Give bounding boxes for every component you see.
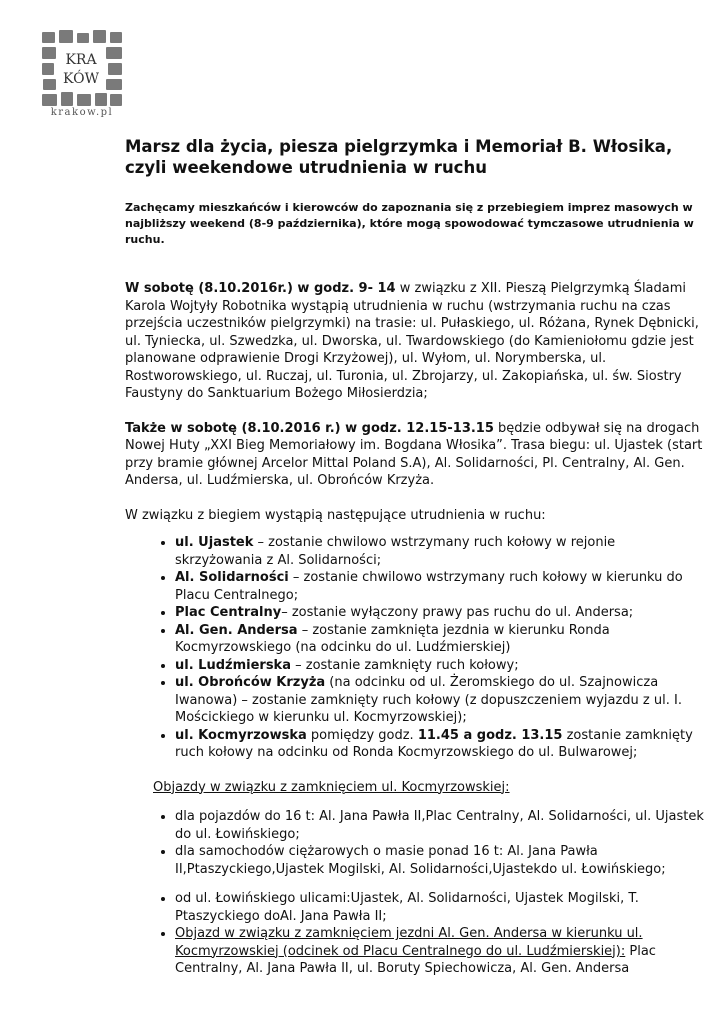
andersa-detour-heading: Objazd w związku z zamknięciem jezdni Al. Gen. Andersa w kierunku ul. Kocmyrzowskiej (odcinek od Placu Centralnego do ul. Ludźmierskiej): (175, 926, 643, 959)
item-text: – zostanie chwilowo wstrzymany ruch kołowy w kierunku do Placu Centralnego; (175, 570, 683, 603)
item-text: zostanie zamknięty ruch kołowy na odcinku od Ronda Kocmyrzowskiego do ul. Bulwarowej; (175, 727, 693, 760)
detours-list-2 (125, 890, 705, 978)
pilgrimage-text: w związku z XII. Pieszą Pielgrzymką Śladami Karola Wojtyły Robotnika wystąpią utrudnienia w ruchu (wstrzymania ruchu na czas przejścia uczestników pielgrzymki) na trasie: ul. Pułaskiego, ul. Różana, Rynek Dębnicki, ul. Tyniecka, ul. Szwedzka, ul. Dworska, ul. Twardowskiego (do Kamieniołomu gdzie jest planowane odprawienie Drogi Krzyżowej), ul. Wyłom, ul. Norymberska, ul. Rostworowskiego, ul. Ruczaj, ul. Turonia, ul. Zbrojarzy, ul. Zakopiańska, ul. św. Siostry Faustyny do Sanktuarium Bożego Miłosierdzia; (125, 281, 699, 401)
item-text: – zostanie zamknięta jezdnia w kierunku Ronda Kocmyrzowskiego (na odcinku do ul. Ludźmierskiej) (175, 622, 610, 655)
list-item (175, 534, 705, 569)
street-name: ul. Ujastek (175, 535, 254, 550)
detours-heading: Objazdy w związku z zamknięciem ul. Kocmyrzowskiej: (153, 779, 510, 795)
detours-list (125, 808, 705, 878)
logo-line2: KÓW (63, 71, 99, 87)
logo-caption: krakow.pl (50, 107, 114, 118)
pilgrimage-date: W sobotę (8.10.2016r.) w godz. 9- 14 (125, 281, 396, 296)
article-intro: Zachęcamy mieszkańców i kierowców do zapoznania się z przebiegiem imprez masowych w najbliższy weekend (8-9 października), które mogą spowodować tymczasowe utrudnienia w ruchu. (125, 201, 694, 246)
closure-hours: 11.45 a godz. 13.15 (417, 727, 563, 743)
street-name: ul. Kocmyrzowska (175, 727, 307, 743)
list-item (175, 657, 705, 675)
list-item: • dla pojazdów do 16 t: Al. Jana Pawła II,Plac Centralny, Al. Solidarności, ul. Ujastek do ul. Łowińskiego; (175, 808, 705, 843)
run-date: Także w sobotę (8.10.2016 r.) w godz. 12.15-13.15 (125, 420, 494, 436)
street-name: ul. Obrońców Krzyża (175, 675, 326, 690)
item-text: – zostanie wyłączony prawy pas ruchu do ul. Andersa; (281, 605, 634, 620)
list-item: • od ul. Łowińskiego ulicami:Ujastek, Al. Solidarności, Ujastek Mogilski, T. Ptaszyckiego doAl. Jana Pawła II; (175, 890, 705, 925)
run-text: będzie odbywał się na drogach Nowej Huty „XXI Bieg Memoriałowy im. Bogdana Włosika”. Trasa biegu: ul. Ujastek (start przy bramie głównej Arcelor Mittal Poland S.A), Al. Solidarności, Pl. Centralny, Al. Gen. Andersa, ul. Ludźmierska, ul. Obrońców Krzyża. (125, 420, 703, 488)
street-name: ul. Ludźmierska (175, 657, 291, 673)
list-item (175, 569, 705, 604)
disruptions-list (125, 534, 705, 762)
item-text: pomiędzy godz. (306, 727, 418, 743)
item-text: – zostanie chwilowo wstrzymany ruch kołowy w rejonie skrzyżowania z Al. Solidarności; (175, 535, 616, 568)
item-text: Plac Centralny, Al. Jana Pawła II, ul. Boruty Spiechowicza, Al. Gen. Andersa (175, 943, 656, 976)
street-name: Al. Gen. Andersa (175, 622, 298, 638)
list-item (175, 622, 705, 657)
item-text: (na odcinku od ul. Żeromskiego do ul. Szajnowicza Iwanowa) – zostanie zamknięty ruch kołowy (z dopuszczeniem wyjazdu z ul. I. Mościckiego w kierunku ul. Kocmyrzowskiej); (175, 675, 682, 725)
paragraph-pilgrimage (125, 280, 705, 403)
street-name: Plac Centralny (175, 605, 282, 620)
article-title: Marsz dla życia, piesza pielgrzymka i Memoriał B. Włosika, czyli weekendowe utrudnienia w ruchu (125, 137, 673, 177)
street-name: Al. Solidarności (175, 570, 289, 585)
list-item (175, 604, 705, 622)
list-item (175, 674, 705, 727)
list-item: • dla samochodów ciężarowych o masie ponad 16 t: Al. Jana Pawła II,Ptaszyckiego,Ujastek Mogilski, Al. Solidarności,Ujastekdo ul. Łowińskiego; (175, 843, 705, 878)
logo-line1: KRA (65, 52, 97, 68)
item-text: – zostanie zamknięty ruch kołowy; (290, 657, 519, 673)
paragraph-run (125, 420, 705, 490)
paragraph-disruptions-intro: W związku z biegiem wystąpią następujące utrudnienia w ruchu: (125, 507, 546, 523)
article (125, 136, 705, 978)
list-item (175, 925, 705, 978)
list-item (175, 727, 705, 762)
